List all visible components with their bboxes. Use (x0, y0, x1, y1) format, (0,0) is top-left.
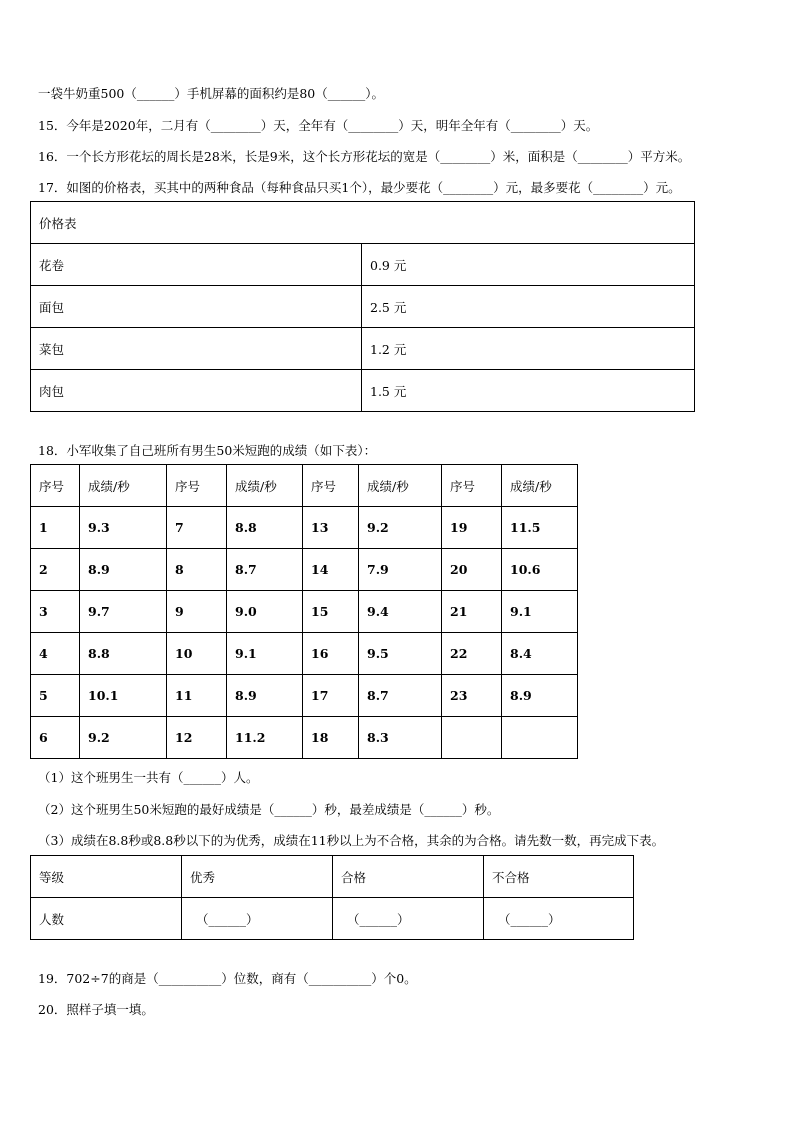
food-name: 菜包 (31, 328, 362, 370)
header-cell: 合格 (333, 856, 484, 898)
food-price: 1.5 元 (362, 370, 695, 412)
food-name: 花卷 (31, 244, 362, 286)
table-row (31, 370, 695, 412)
header-cell: 序号 (31, 465, 80, 507)
cell: 8.4 (502, 633, 578, 675)
table-row (31, 507, 578, 549)
header-cell: 不合格 (484, 856, 634, 898)
cell: 8.7 (227, 549, 303, 591)
cell: 7.9 (359, 549, 442, 591)
cell: 9.2 (80, 717, 167, 759)
table-header-row (31, 465, 578, 507)
cell: 5 (31, 675, 80, 717)
header-cell: 成绩/秒 (80, 465, 167, 507)
cell: 14 (303, 549, 359, 591)
answer-blank[interactable]: （______） (333, 898, 484, 940)
cell: 8.7 (359, 675, 442, 717)
cell: 11 (167, 675, 227, 717)
cell: 23 (442, 675, 502, 717)
price-table-title: 价格表 (31, 202, 695, 244)
cell: 10 (167, 633, 227, 675)
cell: 7 (167, 507, 227, 549)
question-15: 15．今年是2020年，二月有（________）天，全年有（________）天，明年全年有（________）天。 (38, 118, 599, 133)
question-17: 17．如图的价格表，买其中的两种食品（每种食品只买1个），最少要花（________）元，最多要花（________）元。 (38, 180, 681, 195)
question-18-part-1: （1）这个班男生一共有（______）人。 (38, 770, 259, 785)
cell: 9.4 (359, 591, 442, 633)
cell: 3 (31, 591, 80, 633)
food-price: 0.9 元 (362, 244, 695, 286)
cell: 20 (442, 549, 502, 591)
cell: 8 (167, 549, 227, 591)
table-row (31, 549, 578, 591)
cell: 9.1 (227, 633, 303, 675)
cell: 11.2 (227, 717, 303, 759)
question-18-part-2: （2）这个班男生50米短跑的最好成绩是（______）秒，最差成绩是（______）秒。 (38, 802, 500, 817)
table-row (31, 717, 578, 759)
header-cell: 成绩/秒 (359, 465, 442, 507)
header-cell: 序号 (167, 465, 227, 507)
question-20: 20．照样子填一填。 (38, 1002, 154, 1017)
cell: 10.1 (80, 675, 167, 717)
table-row (31, 328, 695, 370)
table-row (31, 591, 578, 633)
cell: 8.9 (227, 675, 303, 717)
cell: 9.5 (359, 633, 442, 675)
cell: 9.0 (227, 591, 303, 633)
cell: 4 (31, 633, 80, 675)
cell: 21 (442, 591, 502, 633)
question-19: 19．702÷7的商是（__________）位数，商有（__________）个0。 (38, 971, 417, 986)
sprint-score-table (30, 464, 578, 759)
cell: 18 (303, 717, 359, 759)
question-18: 18．小军收集了自己班所有男生50米短跑的成绩（如下表）： (38, 443, 377, 458)
price-table (30, 201, 695, 412)
cell: 6 (31, 717, 80, 759)
cell: 17 (303, 675, 359, 717)
answer-blank[interactable]: （______） (484, 898, 634, 940)
food-name: 面包 (31, 286, 362, 328)
cell: 16 (303, 633, 359, 675)
table-row (31, 286, 695, 328)
cell: 19 (442, 507, 502, 549)
question-18-part-3: （3）成绩在8.8秒或8.8秒以下的为优秀，成绩在11秒以上为不合格，其余的为合格。请先数一数，再完成下表。 (38, 833, 665, 848)
header-cell: 序号 (442, 465, 502, 507)
cell (502, 717, 578, 759)
table-row (31, 244, 695, 286)
header-cell: 成绩/秒 (227, 465, 303, 507)
cell: 9.1 (502, 591, 578, 633)
cell: 10.6 (502, 549, 578, 591)
question-14: 一袋牛奶重500（______）手机屏幕的面积约是80（______）。 (38, 86, 385, 101)
cell: 1 (31, 507, 80, 549)
grade-count-table (30, 855, 634, 940)
cell: 11.5 (502, 507, 578, 549)
question-16: 16．一个长方形花坛的周长是28米，长是9米，这个长方形花坛的宽是（________）米，面积是（________）平方米。 (38, 149, 691, 164)
cell: 9.2 (359, 507, 442, 549)
cell: 13 (303, 507, 359, 549)
cell: 8.9 (502, 675, 578, 717)
food-price: 2.5 元 (362, 286, 695, 328)
table-header-row (31, 856, 634, 898)
cell: 8.8 (80, 633, 167, 675)
cell: 12 (167, 717, 227, 759)
cell: 人数 (31, 898, 182, 940)
food-price: 1.2 元 (362, 328, 695, 370)
header-cell: 成绩/秒 (502, 465, 578, 507)
food-name: 肉包 (31, 370, 362, 412)
cell: 8.3 (359, 717, 442, 759)
cell: 15 (303, 591, 359, 633)
table-row (31, 898, 634, 940)
table-row (31, 675, 578, 717)
cell: 8.9 (80, 549, 167, 591)
cell: 22 (442, 633, 502, 675)
header-cell: 等级 (31, 856, 182, 898)
table-row (31, 633, 578, 675)
cell: 2 (31, 549, 80, 591)
answer-blank[interactable]: （______） (182, 898, 333, 940)
cell: 9.3 (80, 507, 167, 549)
cell (442, 717, 502, 759)
cell: 9.7 (80, 591, 167, 633)
cell: 8.8 (227, 507, 303, 549)
header-cell: 优秀 (182, 856, 333, 898)
cell: 9 (167, 591, 227, 633)
header-cell: 序号 (303, 465, 359, 507)
